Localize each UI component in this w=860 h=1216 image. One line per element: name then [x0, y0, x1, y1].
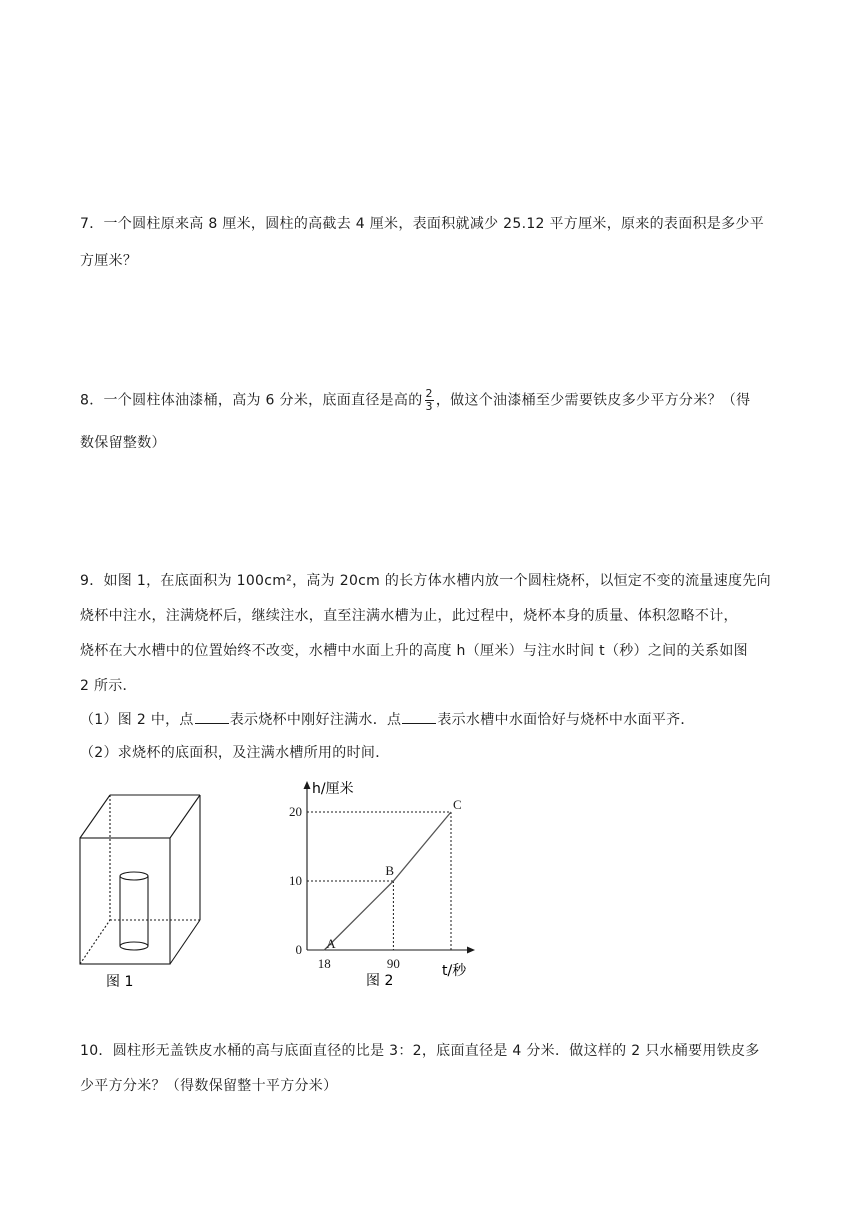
- q10-line-1: 10．圆柱形无盖铁皮水桶的高与底面直径的比是 3：2，底面直径是 4 分米．做这样的 2 只水桶要用铁皮多: [80, 1043, 760, 1059]
- y-tick-20: 20: [289, 804, 302, 819]
- q8-line-2: 数保留整数）: [80, 435, 166, 451]
- q7-line-2: 方厘米？: [80, 253, 138, 269]
- q9-subquestion-2: （2）求烧杯的底面积，及注满水槽所用的时间．: [80, 745, 390, 761]
- y-tick-0: 0: [295, 942, 302, 957]
- q9-sub1-text-a: （1）图 2 中，点: [80, 712, 194, 728]
- q9-line-4: 2 所示．: [80, 678, 137, 694]
- point-label-A: A: [326, 936, 336, 951]
- point-label-C: C: [453, 797, 462, 812]
- y-tick-10: 10: [289, 873, 302, 888]
- q9-subquestion-1: [80, 709, 695, 729]
- q9-sub1-text-c: 表示水槽中水面恰好与烧杯中水面平齐．: [437, 712, 695, 728]
- q9-line-1: 9．如图 1，在底面积为 100cm²，高为 20cm 的长方体水槽内放一个圆柱烧杯，以恒定不变的流量速度先向: [80, 573, 771, 589]
- figure-1-tank: [72, 790, 212, 990]
- y-axis-arrow-icon: [304, 781, 311, 789]
- figure-1-caption: 图 1: [106, 974, 134, 990]
- tank-front-face: [80, 838, 170, 964]
- y-axis-label: h/厘米: [312, 781, 354, 797]
- fraction-numerator: 2: [425, 387, 433, 400]
- figure-2-caption: 图 2: [366, 973, 394, 989]
- q9-line-2: 烧杯中注水，注满烧杯后，继续注水，直至注满水槽为止，此过程中，烧杯本身的质量、体积忽略不计，: [80, 608, 738, 624]
- q9-line-3: 烧杯在大水槽中的位置始终不改变，水槽中水面上升的高度 h（厘米）与注水时间 t（秒）之间的关系如图: [80, 643, 748, 659]
- answer-blank-2[interactable]: [402, 709, 436, 724]
- x-axis-label: t/秒: [442, 963, 467, 979]
- q8-text-a: 8．一个圆柱体油漆桶，高为 6 分米，底面直径是高的: [80, 392, 423, 409]
- q7-line-1: 7．一个圆柱原来高 8 厘米，圆柱的高截去 4 厘米，表面积就减少 25.12 平方厘米，原来的表面积是多少平: [80, 216, 764, 232]
- fraction-denominator: 3: [425, 400, 433, 413]
- fraction-two-thirds: [425, 388, 434, 413]
- point-label-B: B: [385, 863, 395, 878]
- x-tick-90: 90: [386, 956, 400, 971]
- figure-2-chart: [270, 775, 490, 990]
- q10-line-2: 少平方分米？（得数保留整十平方分米）: [80, 1078, 338, 1094]
- x-tick-18: 18: [317, 956, 331, 971]
- q9-sub1-text-b: 表示烧杯中刚好注满水．点: [229, 712, 402, 728]
- q8-line-1: [80, 388, 750, 413]
- q8-text-b: ，做这个油漆桶至少需要铁皮多少平方分米？（得: [435, 392, 751, 409]
- answer-blank-1[interactable]: [195, 709, 229, 724]
- x-axis-arrow-icon: [467, 947, 475, 954]
- beaker-cylinder: [120, 872, 148, 950]
